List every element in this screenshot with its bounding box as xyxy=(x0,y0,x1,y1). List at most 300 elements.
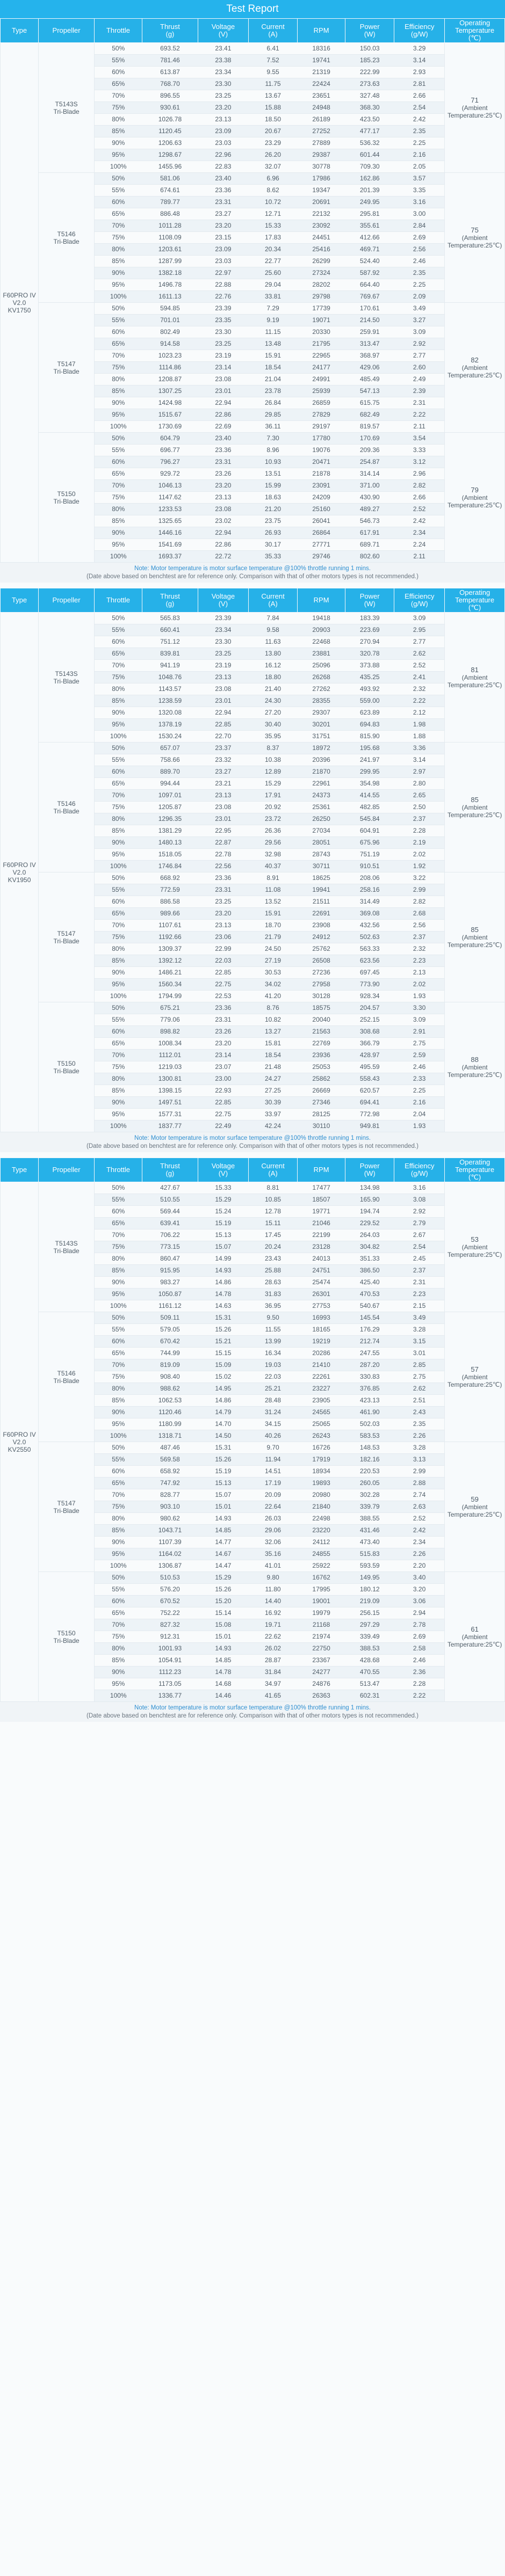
current-cell: 35.16 xyxy=(248,1548,297,1560)
current-cell: 33.81 xyxy=(248,291,297,303)
current-cell: 20.67 xyxy=(248,126,297,137)
efficiency-cell: 2.31 xyxy=(394,397,445,409)
footnote xyxy=(0,1132,505,1152)
voltage-cell: 22.75 xyxy=(198,1109,248,1120)
throttle-cell: 65% xyxy=(95,78,142,90)
current-cell: 9.70 xyxy=(248,1442,297,1454)
throttle-cell: 70% xyxy=(95,1619,142,1631)
efficiency-cell: 2.36 xyxy=(394,1667,445,1678)
thrust-cell: 1026.78 xyxy=(142,114,198,126)
current-cell: 26.02 xyxy=(248,1643,297,1655)
current-cell: 10.93 xyxy=(248,456,297,468)
current-cell: 25.88 xyxy=(248,1265,297,1277)
thrust-cell: 657.07 xyxy=(142,743,198,754)
efficiency-cell: 2.28 xyxy=(394,1678,445,1690)
propeller-name: T5150 Tri-Blade xyxy=(39,1002,95,1132)
operating-temperature xyxy=(445,1312,505,1442)
current-cell: 8.91 xyxy=(248,872,297,884)
efficiency-cell: 2.20 xyxy=(394,1560,445,1572)
rpm-cell: 22961 xyxy=(298,778,345,790)
throttle-cell: 85% xyxy=(95,955,142,967)
voltage-cell: 22.95 xyxy=(198,825,248,837)
propeller-name: T5146 Tri-Blade xyxy=(39,173,95,303)
efficiency-cell: 3.09 xyxy=(394,613,445,624)
footnote-line-1: Note: Motor temperature is motor surface temperature @100% throttle running 1 mins. xyxy=(134,1705,371,1711)
efficiency-cell: 1.98 xyxy=(394,719,445,731)
voltage-cell: 23.21 xyxy=(198,778,248,790)
efficiency-cell: 2.33 xyxy=(394,1073,445,1085)
efficiency-cell: 2.25 xyxy=(394,1085,445,1097)
voltage-cell: 23.20 xyxy=(198,1038,248,1050)
current-cell: 16.34 xyxy=(248,1348,297,1359)
efficiency-cell: 2.16 xyxy=(394,1097,445,1109)
efficiency-cell: 3.14 xyxy=(394,754,445,766)
thrust-cell: 1023.23 xyxy=(142,350,198,362)
power-cell: 254.87 xyxy=(345,456,394,468)
footnote-line-1: Note: Motor temperature is motor surface temperature @100% throttle running 1 mins. xyxy=(134,1135,371,1141)
rpm-cell: 19741 xyxy=(298,55,345,67)
current-cell: 15.81 xyxy=(248,1038,297,1050)
voltage-cell: 23.40 xyxy=(198,173,248,185)
power-cell: 412.66 xyxy=(345,232,394,244)
power-cell: 558.43 xyxy=(345,1073,394,1085)
current-cell: 15.99 xyxy=(248,480,297,492)
efficiency-cell: 2.35 xyxy=(394,126,445,137)
throttle-cell: 70% xyxy=(95,1229,142,1241)
power-cell: 540.67 xyxy=(345,1300,394,1312)
voltage-cell: 22.86 xyxy=(198,539,248,551)
propeller-name: T5147 Tri-Blade xyxy=(39,303,95,433)
power-cell: 204.57 xyxy=(345,1002,394,1014)
rpm-cell: 23651 xyxy=(298,90,345,102)
voltage-cell: 23.13 xyxy=(198,790,248,802)
voltage-cell: 15.26 xyxy=(198,1454,248,1466)
current-cell: 13.99 xyxy=(248,1336,297,1348)
throttle-cell: 100% xyxy=(95,1560,142,1572)
thrust-cell: 1238.59 xyxy=(142,695,198,707)
operating-temperature xyxy=(445,1572,505,1702)
power-cell: 258.16 xyxy=(345,884,394,896)
rpm-cell: 19347 xyxy=(298,185,345,197)
current-cell: 13.51 xyxy=(248,468,297,480)
power-cell: 489.27 xyxy=(345,504,394,515)
voltage-cell: 15.31 xyxy=(198,1312,248,1324)
voltage-cell: 14.79 xyxy=(198,1407,248,1418)
current-cell: 24.30 xyxy=(248,695,297,707)
rpm-cell: 27829 xyxy=(298,409,345,421)
temperature-value: 61 xyxy=(471,1625,479,1633)
voltage-cell: 23.25 xyxy=(198,90,248,102)
header-propeller: Propeller xyxy=(39,588,95,613)
current-cell: 29.56 xyxy=(248,837,297,849)
efficiency-cell: 2.88 xyxy=(394,1478,445,1489)
current-cell: 8.37 xyxy=(248,743,297,754)
voltage-cell: 22.94 xyxy=(198,527,248,539)
rpm-cell: 22424 xyxy=(298,78,345,90)
motor-model: F60PRO IV V2.0 KV1950 xyxy=(1,613,39,1132)
throttle-cell: 90% xyxy=(95,1277,142,1289)
rpm-cell: 19941 xyxy=(298,884,345,896)
efficiency-cell: 3.33 xyxy=(394,445,445,456)
thrust-cell: 1097.01 xyxy=(142,790,198,802)
voltage-cell: 22.83 xyxy=(198,161,248,173)
current-cell: 13.27 xyxy=(248,1026,297,1038)
thrust-cell: 929.72 xyxy=(142,468,198,480)
power-cell: 273.63 xyxy=(345,78,394,90)
voltage-cell: 15.29 xyxy=(198,1572,248,1584)
current-cell: 34.15 xyxy=(248,1418,297,1430)
operating-temperature xyxy=(445,433,505,563)
rpm-cell: 29798 xyxy=(298,291,345,303)
voltage-cell: 14.46 xyxy=(198,1690,248,1702)
voltage-cell: 23.19 xyxy=(198,350,248,362)
rpm-cell: 28051 xyxy=(298,837,345,849)
voltage-cell: 22.53 xyxy=(198,991,248,1002)
efficiency-cell: 2.75 xyxy=(394,1038,445,1050)
rpm-cell: 23908 xyxy=(298,920,345,932)
header-temperature: Operating Temperature (℃) xyxy=(445,1158,505,1182)
efficiency-cell: 1.88 xyxy=(394,731,445,743)
table-row xyxy=(1,1572,505,1584)
power-cell: 709.30 xyxy=(345,161,394,173)
thrust-cell: 1147.62 xyxy=(142,492,198,504)
throttle-cell: 85% xyxy=(95,1395,142,1407)
rpm-cell: 26250 xyxy=(298,813,345,825)
current-cell: 32.06 xyxy=(248,1537,297,1548)
temperature-value: 79 xyxy=(471,485,479,494)
power-cell: 320.78 xyxy=(345,648,394,660)
thrust-cell: 744.99 xyxy=(142,1348,198,1359)
throttle-cell: 100% xyxy=(95,1690,142,1702)
header-efficiency: Efficiency (g/W) xyxy=(394,1158,445,1182)
efficiency-cell: 2.43 xyxy=(394,1407,445,1418)
power-cell: 414.55 xyxy=(345,790,394,802)
power-cell: 249.95 xyxy=(345,197,394,208)
voltage-cell: 14.85 xyxy=(198,1525,248,1537)
thrust-cell: 994.44 xyxy=(142,778,198,790)
power-cell: 297.29 xyxy=(345,1619,394,1631)
current-cell: 24.27 xyxy=(248,1073,297,1085)
power-cell: 201.39 xyxy=(345,185,394,197)
power-cell: 339.49 xyxy=(345,1631,394,1643)
thrust-cell: 1318.71 xyxy=(142,1430,198,1442)
power-cell: 369.08 xyxy=(345,908,394,920)
current-cell: 30.17 xyxy=(248,539,297,551)
rpm-cell: 28125 xyxy=(298,1109,345,1120)
thrust-cell: 427.67 xyxy=(142,1182,198,1194)
voltage-cell: 14.99 xyxy=(198,1253,248,1265)
rpm-cell: 22769 xyxy=(298,1038,345,1050)
rpm-cell: 21410 xyxy=(298,1359,345,1371)
voltage-cell: 22.49 xyxy=(198,1120,248,1132)
header-current: Current (A) xyxy=(248,19,297,43)
voltage-cell: 15.15 xyxy=(198,1348,248,1359)
power-cell: 314.14 xyxy=(345,468,394,480)
power-cell: 162.86 xyxy=(345,173,394,185)
efficiency-cell: 2.05 xyxy=(394,161,445,173)
header-row xyxy=(1,1158,505,1182)
rpm-cell: 27034 xyxy=(298,825,345,837)
efficiency-cell: 2.34 xyxy=(394,527,445,539)
thrust-cell: 1300.81 xyxy=(142,1073,198,1085)
rpm-cell: 28355 xyxy=(298,695,345,707)
throttle-cell: 80% xyxy=(95,1073,142,1085)
efficiency-cell: 2.13 xyxy=(394,967,445,979)
efficiency-cell: 2.22 xyxy=(394,409,445,421)
thrust-cell: 1398.15 xyxy=(142,1085,198,1097)
ambient-temperature: (Ambient Temperature:25℃) xyxy=(447,1633,502,1648)
power-cell: 229.52 xyxy=(345,1218,394,1229)
voltage-cell: 23.25 xyxy=(198,338,248,350)
voltage-cell: 23.36 xyxy=(198,872,248,884)
current-cell: 14.51 xyxy=(248,1466,297,1478)
throttle-cell: 95% xyxy=(95,1289,142,1300)
thrust-cell: 828.77 xyxy=(142,1489,198,1501)
temperature-value: 57 xyxy=(471,1365,479,1373)
voltage-cell: 23.00 xyxy=(198,1073,248,1085)
thrust-cell: 827.32 xyxy=(142,1619,198,1631)
efficiency-cell: 2.50 xyxy=(394,802,445,813)
thrust-cell: 1043.71 xyxy=(142,1525,198,1537)
rpm-cell: 30201 xyxy=(298,719,345,731)
efficiency-cell: 2.42 xyxy=(394,1525,445,1537)
efficiency-cell: 2.09 xyxy=(394,291,445,303)
rpm-cell: 20040 xyxy=(298,1014,345,1026)
power-cell: 428.97 xyxy=(345,1050,394,1061)
efficiency-cell: 2.60 xyxy=(394,362,445,374)
header-row xyxy=(1,19,505,43)
efficiency-cell: 2.94 xyxy=(394,1607,445,1619)
rpm-cell: 27324 xyxy=(298,267,345,279)
current-cell: 10.72 xyxy=(248,197,297,208)
power-cell: 515.83 xyxy=(345,1548,394,1560)
throttle-cell: 75% xyxy=(95,802,142,813)
efficiency-cell: 2.11 xyxy=(394,551,445,563)
efficiency-cell: 2.77 xyxy=(394,350,445,362)
efficiency-cell: 2.82 xyxy=(394,896,445,908)
efficiency-cell: 2.92 xyxy=(394,1206,445,1218)
rpm-cell: 22965 xyxy=(298,350,345,362)
thrust-cell: 670.42 xyxy=(142,1336,198,1348)
rpm-cell: 18165 xyxy=(298,1324,345,1336)
throttle-cell: 95% xyxy=(95,1109,142,1120)
power-cell: 330.83 xyxy=(345,1371,394,1383)
thrust-cell: 1515.67 xyxy=(142,409,198,421)
efficiency-cell: 2.52 xyxy=(394,660,445,672)
efficiency-cell: 3.36 xyxy=(394,743,445,754)
power-cell: 469.71 xyxy=(345,244,394,256)
current-cell: 27.25 xyxy=(248,1085,297,1097)
throttle-cell: 50% xyxy=(95,1002,142,1014)
throttle-cell: 80% xyxy=(95,1643,142,1655)
voltage-cell: 15.33 xyxy=(198,1182,248,1194)
temperature-value: 81 xyxy=(471,665,479,674)
power-cell: 176.29 xyxy=(345,1324,394,1336)
header-thrust: Thrust (g) xyxy=(142,588,198,613)
voltage-cell: 23.27 xyxy=(198,766,248,778)
efficiency-cell: 3.57 xyxy=(394,173,445,185)
voltage-cell: 22.76 xyxy=(198,291,248,303)
efficiency-cell: 2.45 xyxy=(394,1253,445,1265)
thrust-cell: 1287.99 xyxy=(142,256,198,267)
current-cell: 12.71 xyxy=(248,208,297,220)
power-cell: 815.90 xyxy=(345,731,394,743)
current-cell: 34.02 xyxy=(248,979,297,991)
table-row xyxy=(1,173,505,185)
efficiency-cell: 2.25 xyxy=(394,137,445,149)
thrust-cell: 1381.29 xyxy=(142,825,198,837)
thrust-cell: 1120.45 xyxy=(142,126,198,137)
throttle-cell: 100% xyxy=(95,731,142,743)
efficiency-cell: 2.92 xyxy=(394,338,445,350)
throttle-cell: 55% xyxy=(95,315,142,326)
throttle-cell: 70% xyxy=(95,790,142,802)
thrust-cell: 773.15 xyxy=(142,1241,198,1253)
efficiency-cell: 2.23 xyxy=(394,955,445,967)
throttle-cell: 100% xyxy=(95,421,142,433)
throttle-cell: 80% xyxy=(95,244,142,256)
efficiency-cell: 2.81 xyxy=(394,78,445,90)
current-cell: 32.07 xyxy=(248,161,297,173)
voltage-cell: 22.87 xyxy=(198,837,248,849)
rpm-cell: 21795 xyxy=(298,338,345,350)
current-cell: 28.48 xyxy=(248,1395,297,1407)
voltage-cell: 14.93 xyxy=(198,1643,248,1655)
throttle-cell: 55% xyxy=(95,754,142,766)
header-temperature: Operating Temperature (℃) xyxy=(445,588,505,613)
rpm-cell: 28202 xyxy=(298,279,345,291)
current-cell: 11.63 xyxy=(248,636,297,648)
throttle-cell: 60% xyxy=(95,896,142,908)
thrust-cell: 1541.69 xyxy=(142,539,198,551)
efficiency-cell: 2.26 xyxy=(394,1430,445,1442)
throttle-cell: 60% xyxy=(95,1026,142,1038)
thrust-cell: 1008.34 xyxy=(142,1038,198,1050)
rpm-cell: 25361 xyxy=(298,802,345,813)
power-cell: 593.59 xyxy=(345,1560,394,1572)
power-cell: 470.53 xyxy=(345,1289,394,1300)
efficiency-cell: 3.22 xyxy=(394,872,445,884)
thrust-cell: 1325.65 xyxy=(142,515,198,527)
current-cell: 30.40 xyxy=(248,719,297,731)
efficiency-cell: 2.56 xyxy=(394,920,445,932)
thrust-cell: 594.85 xyxy=(142,303,198,315)
voltage-cell: 14.63 xyxy=(198,1300,248,1312)
voltage-cell: 22.99 xyxy=(198,943,248,955)
current-cell: 15.88 xyxy=(248,102,297,114)
propeller-name: T5146 Tri-Blade xyxy=(39,743,95,872)
thrust-cell: 706.22 xyxy=(142,1229,198,1241)
current-cell: 21.79 xyxy=(248,932,297,943)
throttle-cell: 75% xyxy=(95,1371,142,1383)
voltage-cell: 15.31 xyxy=(198,1442,248,1454)
thrust-cell: 1320.08 xyxy=(142,707,198,719)
rpm-cell: 17780 xyxy=(298,433,345,445)
temperature-value: 85 xyxy=(471,795,479,804)
voltage-cell: 22.75 xyxy=(198,979,248,991)
throttle-cell: 65% xyxy=(95,1218,142,1229)
throttle-cell: 55% xyxy=(95,185,142,197)
voltage-cell: 23.13 xyxy=(198,920,248,932)
thrust-cell: 839.81 xyxy=(142,648,198,660)
power-cell: 366.79 xyxy=(345,1038,394,1050)
efficiency-cell: 2.31 xyxy=(394,1277,445,1289)
thrust-cell: 886.48 xyxy=(142,208,198,220)
thrust-cell: 1298.67 xyxy=(142,149,198,161)
thrust-cell: 565.83 xyxy=(142,613,198,624)
current-cell: 11.08 xyxy=(248,884,297,896)
efficiency-cell: 2.59 xyxy=(394,1050,445,1061)
current-cell: 8.81 xyxy=(248,1182,297,1194)
rpm-cell: 26363 xyxy=(298,1690,345,1702)
power-cell: 623.89 xyxy=(345,707,394,719)
ambient-temperature: (Ambient Temperature:25℃) xyxy=(447,363,502,379)
rpm-cell: 20330 xyxy=(298,326,345,338)
power-cell: 368.30 xyxy=(345,102,394,114)
throttle-cell: 60% xyxy=(95,766,142,778)
power-cell: 371.00 xyxy=(345,480,394,492)
throttle-cell: 85% xyxy=(95,1265,142,1277)
efficiency-cell: 2.04 xyxy=(394,1109,445,1120)
voltage-cell: 15.13 xyxy=(198,1229,248,1241)
ambient-temperature: (Ambient Temperature:25℃) xyxy=(447,933,502,949)
thrust-cell: 896.55 xyxy=(142,90,198,102)
voltage-cell: 22.69 xyxy=(198,421,248,433)
current-cell: 41.20 xyxy=(248,991,297,1002)
current-cell: 40.26 xyxy=(248,1430,297,1442)
current-cell: 21.04 xyxy=(248,374,297,385)
voltage-cell: 23.03 xyxy=(198,137,248,149)
rpm-cell: 24565 xyxy=(298,1407,345,1418)
temperature-value: 88 xyxy=(471,1055,479,1064)
current-cell: 20.92 xyxy=(248,802,297,813)
efficiency-cell: 3.35 xyxy=(394,185,445,197)
propeller-name: T5146 Tri-Blade xyxy=(39,1312,95,1442)
power-cell: 256.15 xyxy=(345,1607,394,1619)
efficiency-cell: 3.49 xyxy=(394,303,445,315)
throttle-cell: 55% xyxy=(95,1584,142,1596)
rpm-cell: 24112 xyxy=(298,1537,345,1548)
propeller-name: T5147 Tri-Blade xyxy=(39,872,95,1002)
operating-temperature xyxy=(445,872,505,1002)
thrust-cell: 915.95 xyxy=(142,1265,198,1277)
rpm-cell: 17995 xyxy=(298,1584,345,1596)
power-cell: 502.03 xyxy=(345,1418,394,1430)
current-cell: 22.64 xyxy=(248,1501,297,1513)
throttle-cell: 95% xyxy=(95,979,142,991)
current-cell: 20.24 xyxy=(248,1241,297,1253)
power-cell: 183.39 xyxy=(345,613,394,624)
header-voltage: Voltage (V) xyxy=(198,1158,248,1182)
efficiency-cell: 2.23 xyxy=(394,1289,445,1300)
rpm-cell: 18625 xyxy=(298,872,345,884)
current-cell: 36.11 xyxy=(248,421,297,433)
throttle-cell: 55% xyxy=(95,884,142,896)
rpm-cell: 21046 xyxy=(298,1218,345,1229)
rpm-cell: 26268 xyxy=(298,672,345,683)
rpm-cell: 27958 xyxy=(298,979,345,991)
power-cell: 260.05 xyxy=(345,1478,394,1489)
efficiency-cell: 2.99 xyxy=(394,884,445,896)
propeller-name: T5143S Tri-Blade xyxy=(39,43,95,173)
throttle-cell: 95% xyxy=(95,279,142,291)
power-cell: 264.03 xyxy=(345,1229,394,1241)
current-cell: 22.77 xyxy=(248,256,297,267)
power-cell: 559.00 xyxy=(345,695,394,707)
power-cell: 182.16 xyxy=(345,1454,394,1466)
thrust-cell: 670.52 xyxy=(142,1596,198,1607)
rpm-cell: 24948 xyxy=(298,102,345,114)
